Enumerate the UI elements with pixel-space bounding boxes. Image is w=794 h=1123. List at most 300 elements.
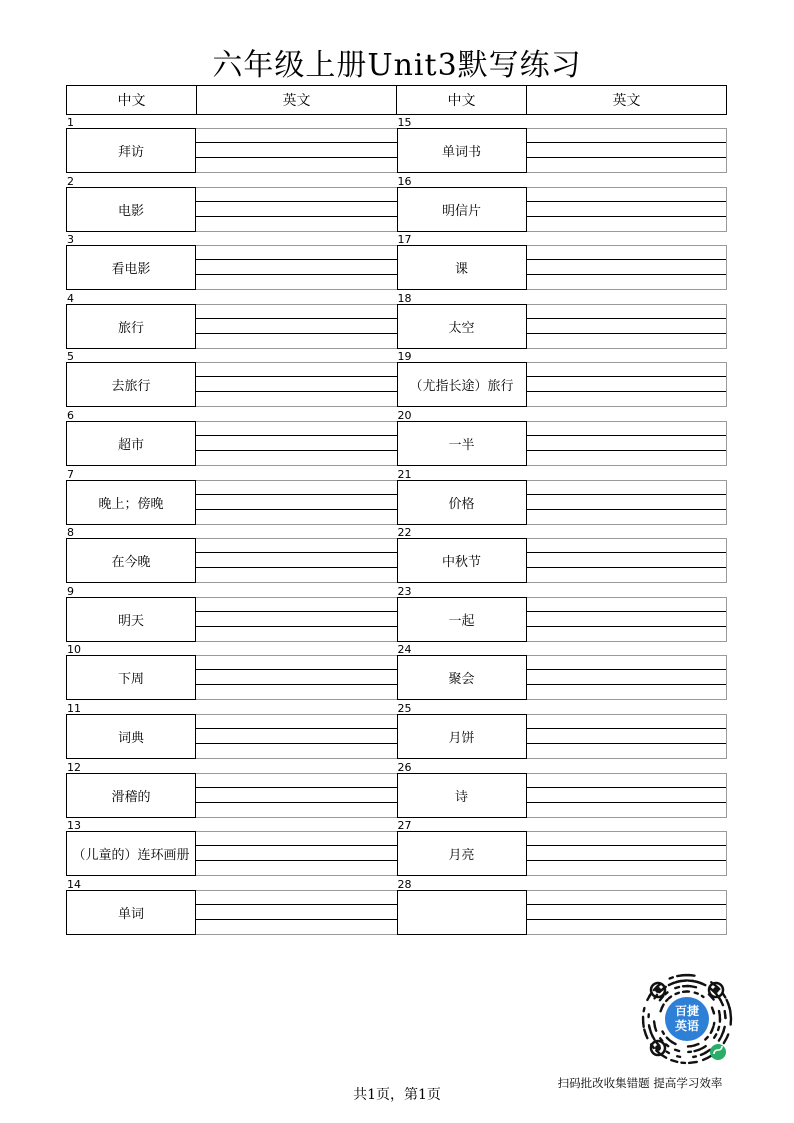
table-row xyxy=(66,644,727,703)
writing-line xyxy=(527,802,727,803)
writing-line xyxy=(196,348,397,349)
entry-cell xyxy=(66,304,397,349)
entry-cell xyxy=(66,773,397,818)
writing-line xyxy=(196,465,397,466)
vocab-entry xyxy=(397,762,728,821)
brand-logo-text: 英语 xyxy=(674,1019,700,1033)
writing-line xyxy=(527,157,727,158)
entry-cell xyxy=(66,831,397,876)
writing-line xyxy=(196,231,397,232)
english-answer-lines[interactable] xyxy=(527,773,728,818)
writing-line xyxy=(196,567,397,568)
writing-line xyxy=(196,655,397,656)
vocab-entry xyxy=(66,762,397,821)
writing-line xyxy=(527,231,727,232)
chinese-word xyxy=(397,890,527,935)
english-answer-lines[interactable] xyxy=(196,773,397,818)
writing-line xyxy=(527,435,727,436)
entry-cell xyxy=(397,187,728,232)
writing-line xyxy=(196,728,397,729)
page-footer: 共1页，第1页 xyxy=(353,1087,441,1103)
entry-number: 9 xyxy=(67,584,74,598)
chinese-word: 月亮 xyxy=(397,831,527,876)
chinese-word: 晚上；傍晚 xyxy=(66,480,196,525)
entry-number: 16 xyxy=(397,174,412,188)
writing-line xyxy=(527,655,727,656)
table-row xyxy=(66,351,727,410)
writing-line xyxy=(196,450,397,451)
qr-pattern xyxy=(670,977,673,978)
writing-line xyxy=(196,376,397,377)
writing-line xyxy=(196,626,397,627)
writing-line xyxy=(527,333,727,334)
writing-line xyxy=(527,274,727,275)
qr-pattern xyxy=(711,1030,712,1032)
writing-line xyxy=(196,494,397,495)
chinese-word: 旅行 xyxy=(66,304,196,349)
chinese-word: 诗 xyxy=(397,773,527,818)
entry-number: 3 xyxy=(67,233,74,247)
qr-pattern xyxy=(680,981,686,982)
writing-line xyxy=(527,348,727,349)
entry-number: 28 xyxy=(397,877,412,891)
vocab-entry xyxy=(397,234,728,293)
entry-cell xyxy=(397,245,728,290)
entry-cell xyxy=(397,773,728,818)
qr-pattern xyxy=(675,1050,679,1051)
vocab-entry xyxy=(397,644,728,703)
writing-line xyxy=(527,289,727,290)
writing-line xyxy=(527,552,727,553)
entry-number: 10 xyxy=(67,643,81,657)
entry-number: 27 xyxy=(397,819,412,833)
entry-cell xyxy=(397,480,728,525)
brand-logo-text: 百捷 xyxy=(674,1004,700,1018)
writing-line xyxy=(196,787,397,788)
writing-line xyxy=(196,304,397,305)
header-cn-left: 中文 xyxy=(67,86,197,114)
vocab-entry xyxy=(397,176,728,235)
vocab-entry xyxy=(66,703,397,762)
writing-line xyxy=(527,875,727,876)
vocab-entry xyxy=(66,410,397,469)
chinese-word: 月饼 xyxy=(397,714,527,759)
english-answer-lines[interactable] xyxy=(196,245,397,290)
table-row xyxy=(66,234,727,293)
chinese-word: 课 xyxy=(397,245,527,290)
english-answer-lines[interactable] xyxy=(196,831,397,876)
qr-pattern xyxy=(702,996,704,997)
qr-pattern xyxy=(713,1011,714,1013)
vocab-entry xyxy=(397,527,728,586)
chinese-word: 去旅行 xyxy=(66,362,196,407)
entry-number: 14 xyxy=(67,877,81,891)
qr-pattern xyxy=(721,1031,723,1037)
entry-cell xyxy=(397,831,728,876)
entry-cell xyxy=(397,655,728,700)
entry-cell xyxy=(66,421,397,466)
qr-pattern xyxy=(677,1056,680,1057)
entry-number: 6 xyxy=(67,408,74,422)
qr-pattern xyxy=(730,1011,731,1018)
chinese-word: 一半 xyxy=(397,421,527,466)
chinese-word: 明天 xyxy=(66,597,196,642)
writing-line xyxy=(196,831,397,832)
table-row xyxy=(66,879,727,938)
qr-pattern xyxy=(666,999,667,1001)
writing-line xyxy=(196,904,397,905)
writing-line xyxy=(527,494,727,495)
writing-line xyxy=(196,274,397,275)
writing-line xyxy=(527,187,727,188)
writing-line xyxy=(527,934,727,935)
writing-line xyxy=(527,245,727,246)
vocab-entry xyxy=(397,586,728,645)
entry-number: 19 xyxy=(397,350,412,364)
vocab-entry xyxy=(397,469,728,528)
table-row xyxy=(66,762,727,821)
chinese-word: 看电影 xyxy=(66,245,196,290)
english-answer-lines[interactable] xyxy=(527,538,728,583)
qr-pattern xyxy=(644,1008,645,1011)
writing-line xyxy=(196,758,397,759)
english-answer-lines[interactable] xyxy=(196,714,397,759)
table-row xyxy=(66,586,727,645)
english-answer-lines[interactable] xyxy=(196,655,397,700)
writing-line xyxy=(527,699,727,700)
writing-line xyxy=(527,890,727,891)
writing-line xyxy=(196,817,397,818)
writing-line xyxy=(527,714,727,715)
writing-line xyxy=(527,567,727,568)
chinese-word: 在今晚 xyxy=(66,538,196,583)
entry-number: 7 xyxy=(67,467,74,481)
writing-line xyxy=(527,142,727,143)
english-answer-lines[interactable] xyxy=(196,362,397,407)
vocab-entry xyxy=(66,586,397,645)
writing-line xyxy=(527,597,727,598)
english-answer-lines[interactable] xyxy=(527,421,728,466)
english-answer-lines[interactable] xyxy=(196,597,397,642)
vocab-entry xyxy=(66,176,397,235)
entry-cell xyxy=(66,187,397,232)
entry-number: 12 xyxy=(67,760,81,774)
writing-line xyxy=(527,216,727,217)
vocab-entry xyxy=(397,820,728,879)
header-en-right: 英文 xyxy=(612,93,641,109)
writing-line xyxy=(196,142,397,143)
entry-number: 8 xyxy=(67,526,74,540)
writing-line xyxy=(527,728,727,729)
qr-pattern xyxy=(718,1027,719,1030)
english-answer-lines[interactable] xyxy=(527,362,728,407)
writing-line xyxy=(527,845,727,846)
writing-line xyxy=(196,406,397,407)
writing-line xyxy=(527,817,727,818)
entry-cell xyxy=(66,128,397,173)
writing-line xyxy=(527,480,727,481)
qr-pattern xyxy=(671,1060,677,1062)
writing-line xyxy=(196,187,397,188)
vocab-entry xyxy=(66,879,397,938)
entry-cell xyxy=(397,714,728,759)
writing-line xyxy=(196,699,397,700)
writing-line xyxy=(527,904,727,905)
qr-pattern xyxy=(691,986,696,987)
english-answer-lines[interactable] xyxy=(527,831,728,876)
english-answer-lines[interactable] xyxy=(527,304,728,349)
english-answer-lines[interactable] xyxy=(527,714,728,759)
writing-line xyxy=(196,611,397,612)
entry-number: 25 xyxy=(397,701,412,715)
chinese-word: 下周 xyxy=(66,655,196,700)
chinese-word: 电影 xyxy=(66,187,196,232)
writing-line xyxy=(196,860,397,861)
entry-cell xyxy=(66,538,397,583)
page-title: 六年级上册Unit3默写练习 xyxy=(212,48,582,83)
writing-line xyxy=(527,669,727,670)
writing-line xyxy=(196,421,397,422)
table-row xyxy=(66,703,727,762)
qr-pattern xyxy=(667,1038,669,1040)
english-answer-lines[interactable] xyxy=(527,480,728,525)
writing-line xyxy=(527,465,727,466)
writing-line xyxy=(196,480,397,481)
english-answer-lines[interactable] xyxy=(196,890,397,935)
writing-line xyxy=(527,128,727,129)
english-answer-lines[interactable] xyxy=(196,480,397,525)
entry-number: 22 xyxy=(397,526,412,540)
header-cn-right: 中文 xyxy=(397,86,527,114)
entry-cell xyxy=(397,597,728,642)
writing-line xyxy=(196,435,397,436)
writing-line xyxy=(196,216,397,217)
english-answer-lines[interactable] xyxy=(527,128,728,173)
vocab-entry xyxy=(66,469,397,528)
english-answer-lines[interactable] xyxy=(527,655,728,700)
qr-pattern xyxy=(670,1040,673,1042)
qr-pattern xyxy=(714,1034,716,1037)
qr-pattern xyxy=(693,1056,696,1057)
vocab-entry xyxy=(397,879,728,938)
entry-number: 1 xyxy=(67,116,74,129)
vocab-entry xyxy=(397,351,728,410)
vocab-entry xyxy=(397,703,728,762)
qr-pattern xyxy=(705,1037,707,1040)
writing-line xyxy=(527,391,727,392)
writing-line xyxy=(527,743,727,744)
qr-pattern xyxy=(721,1000,723,1005)
writing-line xyxy=(196,509,397,510)
chinese-word: 滑稽的 xyxy=(66,773,196,818)
vocab-entry xyxy=(66,820,397,879)
english-answer-lines[interactable] xyxy=(196,187,397,232)
writing-line xyxy=(196,128,397,129)
entry-number: 26 xyxy=(397,760,412,774)
vocab-entry xyxy=(66,117,397,176)
qr-pattern xyxy=(689,1062,697,1063)
writing-line xyxy=(196,333,397,334)
entry-cell xyxy=(66,362,397,407)
qr-finder-dot xyxy=(713,987,719,993)
english-answer-lines[interactable] xyxy=(527,245,728,290)
entry-cell xyxy=(397,890,728,935)
entry-number: 23 xyxy=(397,584,412,598)
header-en-left: 英文 xyxy=(197,86,397,114)
entry-cell xyxy=(397,362,728,407)
entry-number: 21 xyxy=(397,467,412,481)
writing-line xyxy=(527,201,727,202)
table-row xyxy=(66,117,727,176)
writing-line xyxy=(196,743,397,744)
entry-number: 5 xyxy=(67,350,74,364)
vocab-entry xyxy=(66,351,397,410)
vocab-entry xyxy=(66,293,397,352)
writing-line xyxy=(196,802,397,803)
writing-line xyxy=(196,773,397,774)
qr-pattern xyxy=(667,1052,669,1053)
entry-number: 11 xyxy=(67,701,81,715)
writing-line xyxy=(527,758,727,759)
entry-number: 17 xyxy=(397,233,412,247)
chinese-word: 中秋节 xyxy=(397,538,527,583)
qr-pattern xyxy=(701,1054,703,1055)
entry-number: 15 xyxy=(397,116,412,129)
table-row xyxy=(66,469,727,528)
writing-line xyxy=(527,259,727,260)
qr-pattern xyxy=(703,1058,708,1060)
qr-pattern xyxy=(695,1050,699,1051)
writing-line xyxy=(196,259,397,260)
qr-pattern xyxy=(689,975,695,976)
writing-line xyxy=(527,919,727,920)
writing-line xyxy=(527,641,727,642)
writing-line xyxy=(196,714,397,715)
vocab-entry xyxy=(397,410,728,469)
qr-pattern xyxy=(644,1030,646,1035)
qr-code[interactable] xyxy=(638,970,736,1068)
writing-line xyxy=(527,362,727,363)
english-answer-lines[interactable] xyxy=(196,304,397,349)
chinese-word: 价格 xyxy=(397,480,527,525)
entry-cell xyxy=(66,714,397,759)
vocab-entry xyxy=(66,234,397,293)
writing-line xyxy=(196,245,397,246)
entry-number: 13 xyxy=(67,819,81,833)
entry-cell xyxy=(397,421,728,466)
writing-line xyxy=(196,391,397,392)
entry-cell xyxy=(66,597,397,642)
vocab-entry xyxy=(66,527,397,586)
table-row xyxy=(66,820,727,879)
qr-pattern xyxy=(662,1031,663,1033)
chinese-word: 拜访 xyxy=(66,128,196,173)
qr-pattern xyxy=(662,1005,664,1008)
writing-line xyxy=(196,172,397,173)
qr-finder-dot xyxy=(655,987,661,993)
qr-pattern xyxy=(700,983,706,985)
qr-pattern xyxy=(654,1021,655,1026)
qr-pattern xyxy=(724,1038,727,1043)
english-answer-lines[interactable] xyxy=(527,597,728,642)
english-answer-lines[interactable] xyxy=(196,421,397,466)
writing-line xyxy=(196,934,397,935)
writing-line xyxy=(196,538,397,539)
entry-number: 2 xyxy=(67,174,74,188)
writing-line xyxy=(196,289,397,290)
chinese-word: 聚会 xyxy=(397,655,527,700)
dictation-grid xyxy=(66,117,727,937)
entry-cell xyxy=(66,655,397,700)
qr-pattern xyxy=(666,1044,668,1046)
writing-line xyxy=(527,684,727,685)
writing-line xyxy=(527,509,727,510)
qr-pattern xyxy=(662,1055,666,1058)
entry-number: 20 xyxy=(397,408,412,422)
qr-pattern xyxy=(675,987,679,988)
chinese-word: 太空 xyxy=(397,304,527,349)
writing-line xyxy=(527,626,727,627)
writing-line xyxy=(527,450,727,451)
chinese-word: 明信片 xyxy=(397,187,527,232)
entry-number: 24 xyxy=(397,643,412,657)
writing-line xyxy=(527,538,727,539)
qr-pattern xyxy=(719,1038,721,1041)
entry-cell xyxy=(397,128,728,173)
entry-number: 18 xyxy=(397,291,412,305)
qr-pattern xyxy=(695,993,698,994)
chinese-word: 单词书 xyxy=(397,128,527,173)
writing-line xyxy=(196,641,397,642)
writing-line xyxy=(196,582,397,583)
writing-line xyxy=(196,919,397,920)
writing-line xyxy=(196,890,397,891)
qr-pattern xyxy=(727,1034,728,1037)
mini-program-icon xyxy=(710,1044,726,1060)
writing-line xyxy=(527,318,727,319)
table-row xyxy=(66,527,727,586)
writing-line xyxy=(196,157,397,158)
writing-line xyxy=(196,684,397,685)
english-answer-lines[interactable] xyxy=(527,890,728,935)
entry-cell xyxy=(66,890,397,935)
english-answer-lines[interactable] xyxy=(196,538,397,583)
writing-line xyxy=(196,362,397,363)
writing-line xyxy=(196,597,397,598)
writing-line xyxy=(527,860,727,861)
writing-line xyxy=(527,611,727,612)
writing-line xyxy=(527,421,727,422)
chinese-word: 单词 xyxy=(66,890,196,935)
writing-line xyxy=(527,831,727,832)
english-answer-lines[interactable] xyxy=(196,128,397,173)
table-row xyxy=(66,293,727,352)
writing-line xyxy=(196,524,397,525)
writing-line xyxy=(527,773,727,774)
qr-pattern xyxy=(704,1052,707,1053)
table-row xyxy=(66,176,727,235)
chinese-word: 词典 xyxy=(66,714,196,759)
writing-line xyxy=(527,524,727,525)
qr-finder-dot xyxy=(655,1045,661,1051)
qr-pattern xyxy=(699,1048,702,1049)
entry-cell xyxy=(66,245,397,290)
writing-line xyxy=(196,201,397,202)
writing-line xyxy=(196,845,397,846)
english-answer-lines[interactable] xyxy=(527,187,728,232)
qr-pattern xyxy=(676,993,679,994)
qr-pattern xyxy=(669,997,671,999)
